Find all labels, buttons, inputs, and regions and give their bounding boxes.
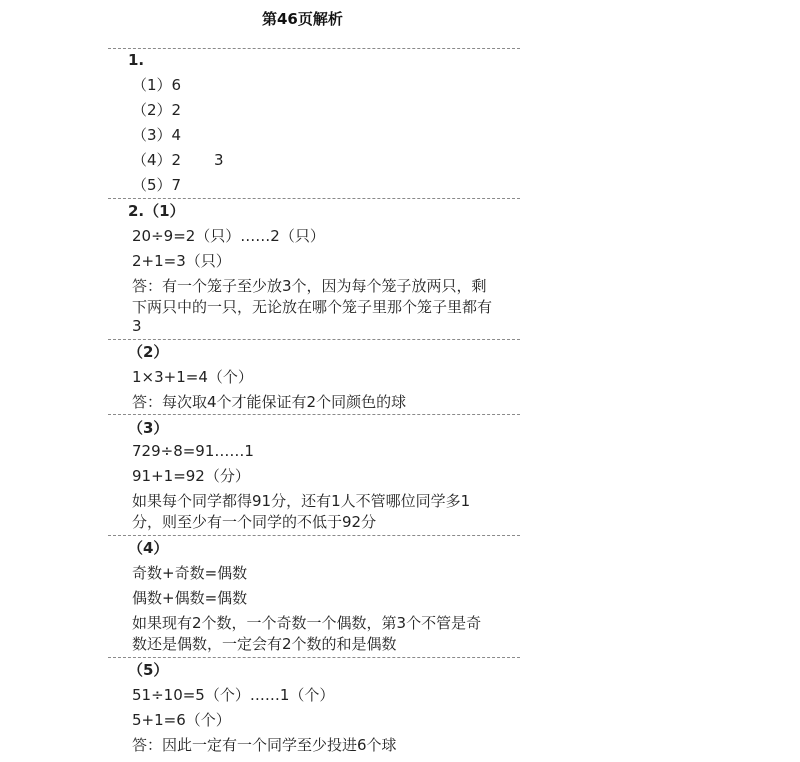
solution-line: 729÷8=91……1 [132,442,254,460]
solution-line: 奇数+奇数=偶数 [132,564,248,582]
page-title: 第46页解析 [262,10,343,28]
solution-line: 91+1=92（分） [132,467,250,485]
answer-1-4-second-value: 3 [214,151,224,169]
answer-text: 答：因此一定有一个同学至少投进6个球 [132,736,397,754]
section-divider [108,339,520,340]
solution-line: 1×3+1=4（个） [132,368,253,386]
question-1-heading: 1. [128,51,145,69]
answer-text: 下两只中的一只，无论放在哪个笼子里那个笼子里都有 [132,298,493,316]
answer-1-1: （1）6 [132,76,182,94]
answer-1-4: （4）2 [132,151,182,169]
answer-1-2: （2）2 [132,101,182,119]
solution-line: 2+1=3（只） [132,252,231,270]
answer-text: 数还是偶数，一定会有2个数的和是偶数 [132,635,397,653]
answer-text: 答：有一个笼子至少放3个，因为每个笼子放两只，剩 [132,277,487,295]
solution-line: 偶数+偶数=偶数 [132,589,248,607]
solution-line: 51÷10=5（个）……1（个） [132,686,335,704]
answer-1-5: （5）7 [132,176,182,194]
answer-text: 分，则至少有一个同学的不低于92分 [132,513,377,531]
question-2-1-heading: 2.（1） [128,202,185,220]
answer-text: 如果每个同学都得91分，还有1人不管哪位同学多1 [132,492,471,510]
section-divider [108,48,520,49]
answer-text: 如果现有2个数，一个奇数一个偶数，第3个不管是奇 [132,614,482,632]
answer-text: 答：每次取4个才能保证有2个同颜色的球 [132,393,407,411]
section-divider [108,198,520,199]
solution-line: 20÷9=2（只）……2（只） [132,227,325,245]
section-divider [108,535,520,536]
question-2-5-heading: （5） [128,661,169,679]
solution-line: 5+1=6（个） [132,711,231,729]
section-divider [108,414,520,415]
question-2-3-heading: （3） [128,419,169,437]
question-2-4-heading: （4） [128,539,169,557]
question-2-2-heading: （2） [128,343,169,361]
answer-text: 3 [132,317,142,335]
answer-1-3: （3）4 [132,126,182,144]
section-divider [108,657,520,658]
